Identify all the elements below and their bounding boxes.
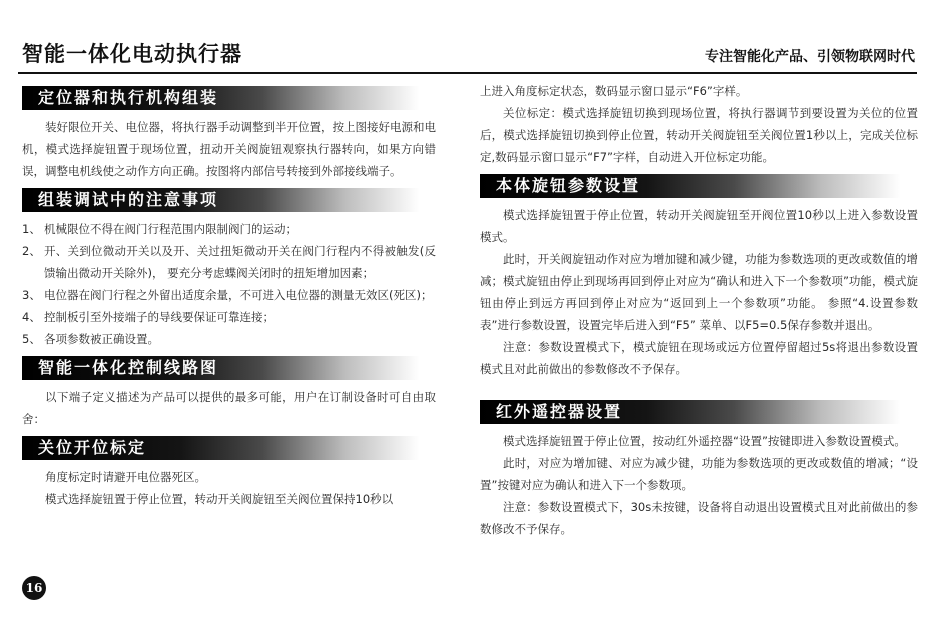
paragraph: 此时，对应为增加键、对应为减少键，功能为参数选项的更改或数值的增减；“设置”按键对应为确认和进入下一个参数项。	[480, 456, 918, 492]
list-item	[22, 240, 436, 284]
left-column	[22, 80, 436, 510]
list-item-text: 开、关到位微动开关以及开、关过扭矩微动开关在阀门行程内不得被触发(反馈输出微动开关除外)， 要充分考虑蝶阀关闭时的扭矩增加因素；	[44, 244, 436, 280]
section-title: 组装调试中的注意事项	[38, 190, 219, 209]
paragraph: 注意：参数设置模式下，模式旋钮在现场或远方位置停留超过5s将退出参数设置模式且对此前做出的参数修改不予保存。	[480, 340, 918, 376]
paragraph: 注意：参数设置模式下，30s未按键，设备将自动退出设置模式且对此前做出的参数修改不予保存。	[480, 500, 918, 536]
section-header-precautions	[22, 188, 436, 212]
header-slogan: 专注智能化产品、引领物联网时代	[705, 49, 915, 65]
paragraph: 模式选择旋钮置于停止位置，转动开关阀旋钮至关阀位置保持10秒以	[45, 492, 394, 506]
right-column	[480, 80, 918, 540]
header-divider	[18, 72, 917, 74]
paragraph: 装好限位开关、电位器，将执行器手动调整到半开位置，按上图接好电源和电机，模式选择旋钮置于现场位置，扭动开关阀旋钮观察执行器转向，如果方向错误，调整电机线使之动作方向正确。按图将内部信号转接到外部接线端子。	[22, 120, 436, 178]
section-header-knob-settings	[480, 174, 918, 198]
paragraph: 模式选择旋钮置于停止位置，按动红外遥控器“设置”按键即进入参数设置模式。	[503, 434, 906, 448]
list-item-text: 各项参数被正确设置。	[44, 332, 159, 346]
list-item-text: 机械限位不得在阀门行程范围内限制阀门的运动；	[44, 222, 297, 236]
section-header-wiring	[22, 356, 436, 380]
list-item-number: 1、	[22, 222, 41, 236]
section-header-assembly	[22, 86, 436, 110]
list-item-text: 电位器在阀门行程之外留出适度余量，不可进入电位器的测量无效区(死区)；	[44, 288, 433, 302]
section-header-ir-remote	[480, 400, 918, 424]
paragraph: 以下端子定义描述为产品可以提供的最多可能，用户在订制设备时可自由取舍：	[22, 390, 436, 426]
section-title: 红外遥控器设置	[496, 402, 623, 421]
paragraph: 关位标定：模式选择旋钮切换到现场位置，将执行器调节到要设置为关位的位置后，模式选择旋钮切换到停止位置，转动开关阀旋钮至关阀位置1秒以上，完成关位标定,数码显示窗口显示“F7”字样，自动进入开位标定功能。	[480, 106, 918, 164]
section-title: 本体旋钮参数设置	[496, 176, 641, 195]
paragraph: 模式选择旋钮置于停止位置，转动开关阀旋钮至开阀位置10秒以上进入参数设置模式。	[480, 208, 918, 244]
list-item	[22, 328, 436, 350]
section-header-calibration	[22, 436, 436, 460]
section-title: 关位开位标定	[38, 438, 147, 457]
list-item	[22, 218, 436, 240]
list-item-text: 控制板引至外接端子的导线要保证可靠连接；	[44, 310, 274, 324]
paragraph: 角度标定时请避开电位器死区。	[45, 470, 206, 484]
page-title: 智能一体化电动执行器	[22, 42, 242, 66]
list-item-number: 3、	[22, 288, 41, 302]
paragraph: 上进入角度标定状态，数码显示窗口显示“F6”字样。	[480, 84, 748, 98]
list-item	[22, 306, 436, 328]
list-item-number: 2、	[22, 244, 41, 258]
page-number: 16	[22, 576, 46, 600]
spacer	[480, 380, 918, 394]
paragraph: 此时，开关阀旋钮动作对应为增加键和减少键，功能为参数选项的更改或数值的增减；模式旋钮由停止到现场再回到停止对应为“确认和进入下一个参数项”功能，模式旋钮由停止到远方再回到停止对应为“返回到上一个参数项”功能。 参照“4.设置参数表”进行参数设置，设置完毕后进入到“F5” 菜单、以F5=0.5保存参数并退出。	[480, 252, 918, 332]
list-item	[22, 284, 436, 306]
precautions-list	[22, 218, 436, 350]
list-item-number: 4、	[22, 310, 41, 324]
list-item-number: 5、	[22, 332, 41, 346]
section-title: 智能一体化控制线路图	[38, 358, 219, 377]
section-title: 定位器和执行机构组装	[38, 88, 219, 107]
